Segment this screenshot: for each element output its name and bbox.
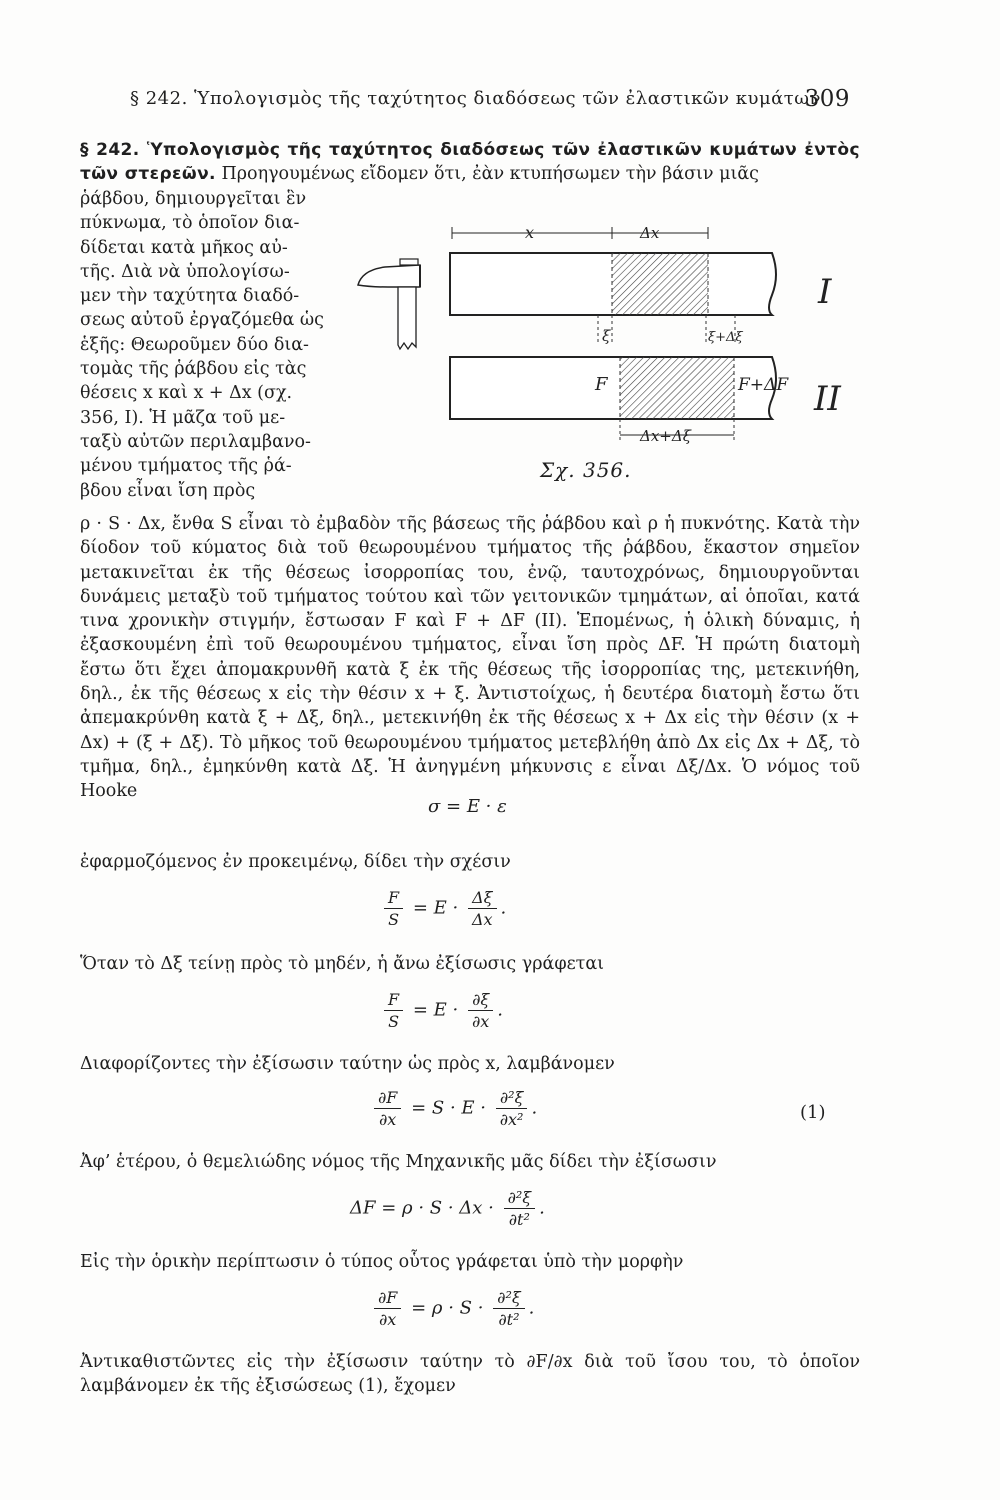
text-final: Ἀντικαθιστῶντες εἰς τὴν ἐξίσωσιν ταύτην τὸ ∂F/∂x διὰ τοῦ ἴσου του, τὸ ὁποῖον λαμβάνομεν ἐκ τῆς ἐξισώσεως (1), ἔχομεν [80, 1352, 860, 1397]
wrap-line: βδου εἶναι ἴση πρὸς [80, 480, 256, 501]
fraction: $\frac{\partial\xi}{\partial x}$ [468, 990, 493, 1031]
wrap-line: 356, I). Ἡ μᾶζα τοῦ με- [80, 407, 286, 428]
fraction: $\frac{\partial F}{\partial x}$ [374, 1288, 401, 1329]
label-dx-dxi: Δx+Δξ [640, 427, 691, 445]
page-number: 309 [804, 86, 850, 112]
wrap-line: ταξὺ αὐτῶν περιλαμβανο- [80, 431, 311, 452]
roman-one: I [818, 272, 832, 312]
fraction: $\frac{F}{S}$ [384, 888, 403, 929]
rod-1 [450, 253, 832, 315]
wrap-line: τομὰς τῆς ῥάβδου εἰς τὰς [80, 359, 307, 380]
text-differentiate: Διαφορίζοντες τὴν ἐξίσωσιν ταύτην ὡς πρὸς x, λαμβάνομεν [80, 1054, 615, 1074]
equation-number: (1) [800, 1102, 826, 1123]
wrap-line: μένου τμήματος τῆς ῥά- [80, 456, 292, 477]
equation-4: $\frac{\partial F}{\partial x}$ = S · E · $\frac{\text{∂²ξ}}{\text{∂x²}}$ . [370, 1088, 537, 1129]
wrap-line: θέσεις x καὶ x + Δx (σχ. [80, 383, 293, 404]
figure-356 [340, 215, 860, 460]
hatched-segment-shifted [620, 357, 734, 419]
main-paragraph: ρ · S · Δx, ἔνθα S εἶναι τὸ ἐμβαδὸν τῆς βάσεως τῆς ῥάβδου καὶ ρ ἡ πυκνότης. Κατὰ τὴν δίοδον τοῦ κύματος διὰ τοῦ θεωρουμένου τμήματος τῆς ῥάβδου, ἕκαστον σημεῖον μετακινεῖται ἐκ τῆς θέσεως ἰσορροπίας του, ἐνῷ, ταυτοχρόνως, δημιουργοῦνται δυνάμεις μεταξὺ τοῦ τμήματος τούτου καὶ τῶν γειτονικῶν τμημάτων, αἱ ὁποῖαι, κατά τινα χρονικὴν στιγμήν, ἔστωσαν F καὶ F + ΔF (II). Ἑπομένως, ἡ ὁλικὴ δύναμις, ἡ ἐξασκουμένη ἐπὶ τοῦ θεωρουμένου τμήματος, εἶναι ἴση πρὸς ΔF. Ἡ πρώτη διατομὴ ἔστω ὅτι ἔχει ἀπομακρυνθῆ κατὰ ξ ἐκ τῆς θέσεως τῆς ἰσορροπίας της, μετεκινήθη, δηλ., ἐκ τῆς θέσεως x εἰς τὴν θέσιν x + ξ. Ἀντιστοίχως, ἡ δευτέρα διατομὴ ἔστω ὅτι ἀπεμακρύνθη κατὰ ξ + Δξ, δηλ., μετεκινήθη ἐκ τῆς θέσεως x + Δx εἰς τὴν θέσιν (x + Δx) + (ξ + Δξ). Τὸ μῆκος τοῦ θεωρουμένου τμήματος μετεβλήθη ἀπὸ Δx εἰς Δx + Δξ, τὸ τμῆμα, δηλ., ἐμηκύνθη κατὰ Δξ. Ἡ ἀνηγμένη μήκυνσις ε εἶναι Δξ/Δx. Ὁ νόμος τοῦ Hooke [80, 514, 860, 802]
label-dx: Δx [640, 224, 660, 242]
dimension-dx-dxi [620, 419, 734, 445]
wrap-line: ῥάβδου, δημιουργεῖται ἓν [80, 189, 307, 209]
fraction: $\frac{\text{∂²ξ}}{\text{∂x²}}$ [496, 1088, 528, 1129]
equation-5: ΔF = ρ · S · Δx · $\frac{\text{∂²ξ}}{\text{∂t²}}$ . [350, 1188, 545, 1229]
hammer-icon [358, 259, 420, 349]
fraction: $\frac{\text{∂²ξ}}{\text{∂t²}}$ [504, 1188, 536, 1229]
label-force-f-df: F+ΔF [738, 375, 789, 395]
section-title: § 242. Ὑπολογισμὸς τῆς ταχύτητος διαδόσεως τῶν ἐλαστικῶν κυμάτων ἐντὸς τῶν στερεῶν. [80, 140, 860, 185]
dimension-x [452, 223, 708, 242]
text-newton: Ἀφ’ ἑτέρου, ὁ θεμελιώδης νόμος τῆς Μηχανικῆς μᾶς δίδει τὴν ἐξίσωσιν [80, 1152, 717, 1172]
displacement-labels [598, 315, 743, 345]
equation-2: $\frac{F}{S}$ = E · $\frac{\Delta\xi}{\Delta x}$ . [380, 888, 506, 929]
label-xi: ξ [602, 327, 611, 345]
text-apply: ἐφαρμοζόμενος ἐν προκειμένῳ, δίδει τὴν σχέσιν [80, 852, 511, 872]
section-intro: Προηγουμένως εἴδομεν ὅτι, ἐὰν κτυπήσωμεν τὴν βάσιν μιᾶς [221, 164, 759, 185]
running-title: § 242. Ὑπολογισμὸς τῆς ταχύτητος διαδόσεως τῶν ἐλαστικῶν κυμάτων [130, 88, 821, 109]
label-force-f: F [595, 374, 608, 395]
wrap-line: σεως αὐτοῦ ἐργαζόμεθα ὡς [80, 310, 324, 331]
fraction: $\frac{\text{∂²ξ}}{\text{∂t²}}$ [493, 1288, 525, 1329]
fraction: $\frac{\Delta\xi}{\Delta x}$ [468, 888, 497, 929]
section-heading-paragraph [80, 138, 860, 187]
hatched-segment [612, 253, 708, 315]
fraction: $\frac{F}{S}$ [384, 990, 403, 1031]
running-header [130, 86, 850, 112]
roman-two: II [814, 379, 841, 419]
label-x: x [525, 223, 535, 242]
label-xi-dxi: ξ+Δξ [708, 330, 743, 345]
figure-caption: Σχ. 356. [540, 458, 632, 482]
text-limit: Ὅταν τὸ Δξ τείνῃ πρὸς τὸ μηδέν, ἡ ἄνω ἐξίσωσις γράφεται [80, 954, 605, 974]
wrap-line: μεν τὴν ταχύτητα διαδό- [80, 286, 300, 307]
fraction: $\frac{\partial F}{\partial x}$ [374, 1088, 401, 1129]
rod-2 [450, 357, 841, 419]
text-limit-case: Εἰς τὴν ὁρικὴν περίπτωσιν ὁ τύπος οὗτος γράφεται ὑπὸ τὴν μορφὴν [80, 1252, 684, 1272]
equation-hooke: σ = E · ε [428, 796, 507, 817]
wrap-line: πύκνωμα, τὸ ὁποῖον δια- [80, 213, 300, 234]
wrap-line: τῆς. Διὰ νὰ ὑπολογίσω- [80, 261, 290, 282]
wrap-line: δίδεται κατὰ μῆκος αὐ- [80, 237, 288, 258]
wrapped-text-block [80, 187, 325, 503]
wrap-line: ἑξῆς: Θεωροῦμεν δύο δια- [80, 334, 309, 355]
equation-6: $\frac{\partial F}{\partial x}$ = ρ · S · $\frac{\text{∂²ξ}}{\text{∂t²}}$ . [370, 1288, 534, 1329]
equation-3: $\frac{F}{S}$ = E · $\frac{\partial\xi}{\partial x}$ . [380, 990, 503, 1031]
